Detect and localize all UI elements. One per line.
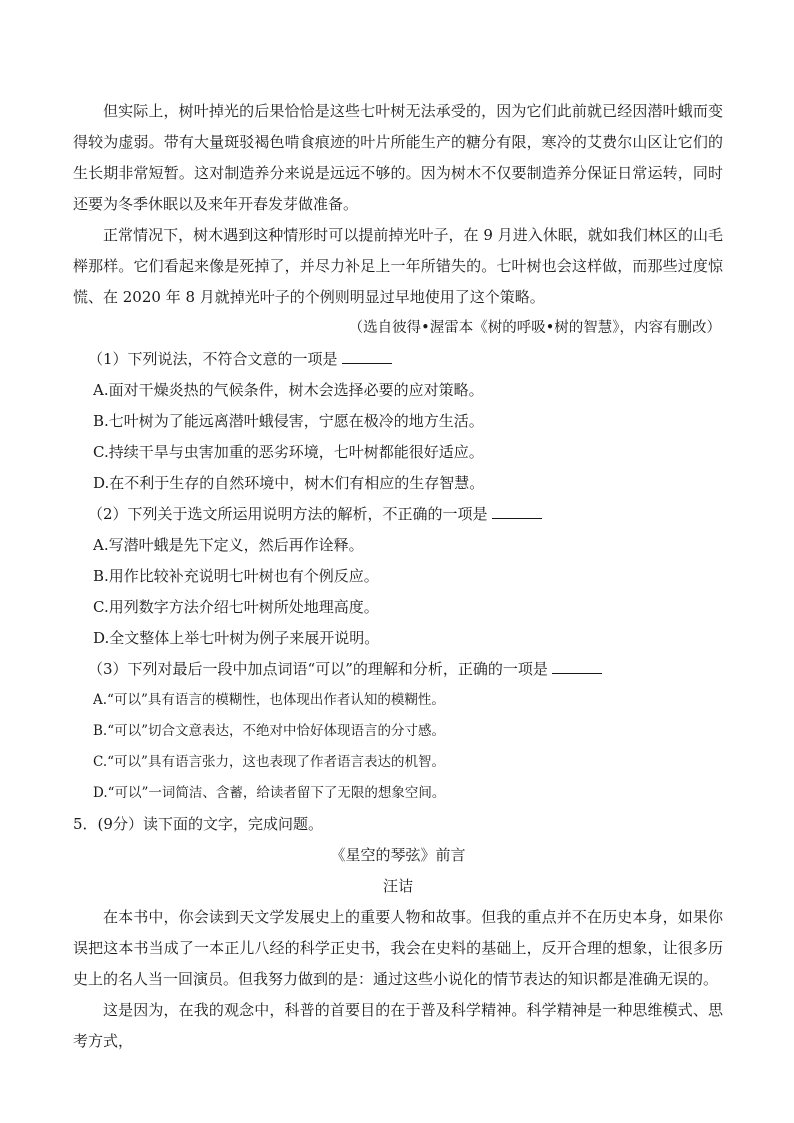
- question-2-option-d: D.全文整体上举七叶树为例子来展开说明。: [93, 629, 380, 647]
- question-1-option-d: D.在不利于生存的自然环境中，树木们有相应的生存智慧。: [93, 474, 485, 492]
- answer-blank[interactable]: [492, 504, 542, 519]
- question-2-option-c: C.用列数字方法介绍七叶树所处地理高度。: [93, 598, 379, 616]
- answer-blank[interactable]: [552, 659, 602, 674]
- question-3-option-c: C.“可以”具有语言张力，这也表现了作者语言表达的机智。: [93, 754, 445, 770]
- question-1-option-b: B.七叶树为了能远离潜叶蛾侵害，宁愿在极冷的地方生活。: [93, 412, 484, 430]
- question-3-option-d: D.“可以”一词简洁、含蓄，给读者留下了无限的想象空间。: [93, 785, 446, 801]
- paragraph: 正常情况下，树木遇到这种情形时可以提前掉光叶子，在 9 月进入休眠，就如我们林区的山毛榉那样。它们看起来像是死掉了，并尽力补足上一年所错失的。七叶树也会这样做，而那些过度惊慌、在 2020 年 8 月就掉光叶子的个例则明显过早地使用了这个策略。: [73, 226, 723, 306]
- question-2-stem: （2）下列关于选文所运用说明方法的解析，不正确的一项是: [73, 499, 723, 530]
- section-5-heading: 5．(9分）读下面的文字，完成问题。: [73, 815, 323, 833]
- paragraph: 这是因为，在我的观念中，科普的首要目的在于普及科学精神。科学精神是一种思维模式、思考方式，: [73, 1001, 723, 1050]
- question-2-option-a: A.写潜叶蛾是先下定义，然后再作诠释。: [93, 536, 364, 554]
- question-3-option-a: A.“可以”具有语言的模糊性，也体现出作者认知的模糊性。: [93, 692, 445, 708]
- paragraph: 在本书中，你会读到天文学发展史上的重要人物和故事。但我的重点并不在历史本身，如果你误把这本书当成了一本正儿八经的科学正史书，我会在史料的基础上，反开合理的想象，让很多历史上的名人当一回演员。但我努力做到的是：通过这些小说化的情节表达的知识都是准确无误的。: [73, 908, 723, 988]
- article-author: 汪诘: [382, 877, 413, 895]
- question-3-stem: （3）下列对最后一段中加点词语“可以”的理解和分析，正确的一项是: [73, 654, 723, 685]
- answer-blank[interactable]: [342, 349, 392, 364]
- question-1-option-c: C.持续干旱与虫害加重的恶劣环境，七叶树都能很好适应。: [93, 443, 484, 461]
- question-1-stem: （1）下列说法，不符合文意的一项是: [73, 344, 723, 375]
- question-1-option-a: A.面对干燥炎热的气候条件，树木会选择必要的应对策略。: [93, 381, 484, 399]
- article-title: 《星空的琴弦》前言: [330, 846, 466, 864]
- document-body: [73, 96, 723, 1057]
- paragraph: 但实际上，树叶掉光的后果恰恰是这些七叶树无法承受的，因为它们此前就已经因潜叶蛾而变得较为虚弱。带有大量斑驳褐色啃食痕迹的叶片所能生产的糖分有限，寒冷的艾费尔山区让它们的生长期非常短暂。这对制造养分来说是远远不够的。因为树木不仅要制造养分保证日常运转，同时还要为冬季休眠以及来年开春发芽做准备。: [73, 102, 723, 213]
- question-3-option-b: B.“可以”切合文意表达，不绝对中恰好体现语言的分寸感。: [93, 723, 446, 739]
- source-citation: （选自彼得•渥雷本《树的呼吸•树的智慧》，内容有删改）: [348, 320, 721, 336]
- question-2-option-b: B.用作比较补充说明七叶树也有个例反应。: [93, 567, 379, 585]
